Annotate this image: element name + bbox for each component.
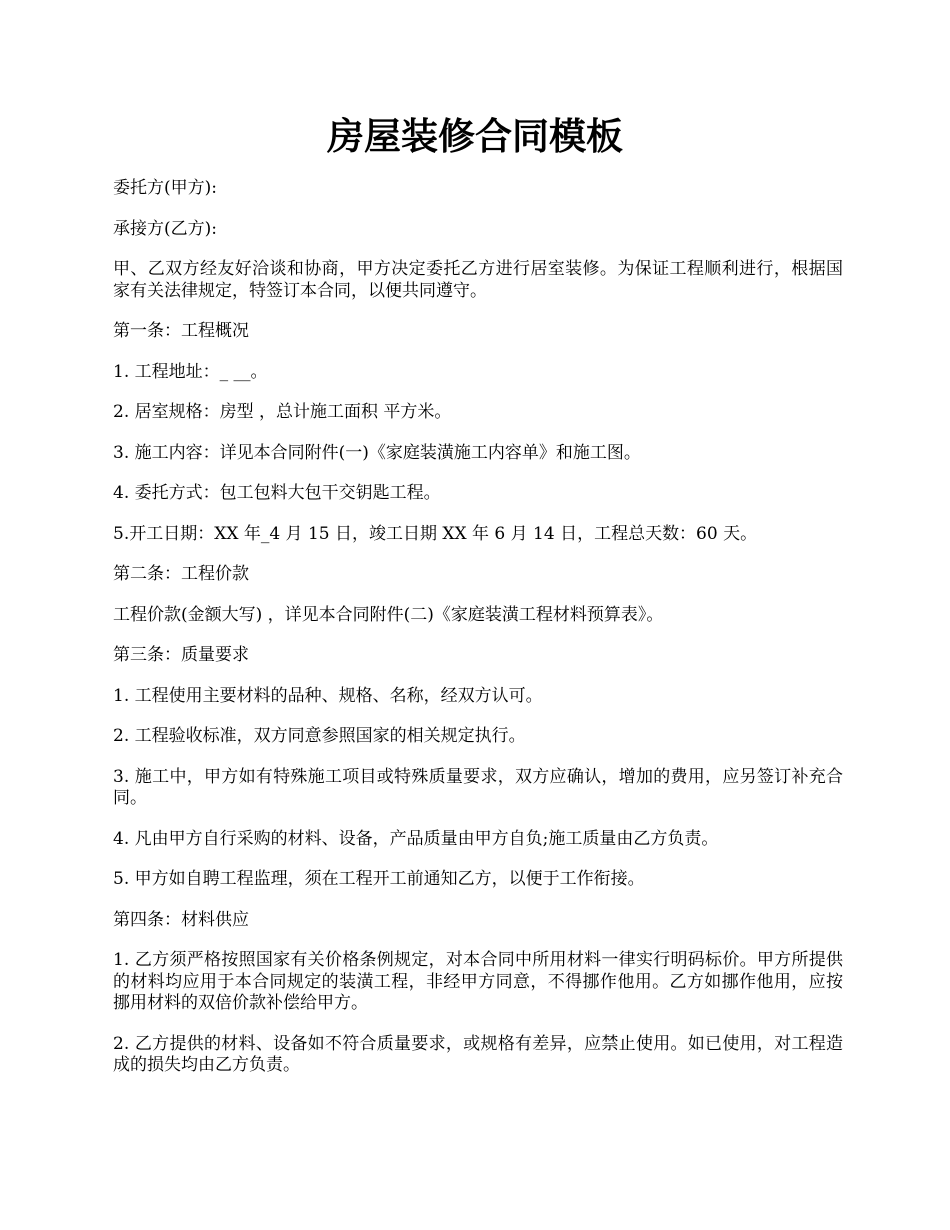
preamble-paragraph: 甲、乙双方经友好洽谈和协商，甲方决定委托乙方进行居室装修。为保证工程顺利进行，根据国家有关法律规定，特签订本合同，以便共同遵守。 [113, 259, 843, 301]
article-1-item-4: 4. 委托方式：包工包料大包干交钥匙工程。 [113, 483, 441, 503]
article-1-item-5: 5.开工日期：XX 年_4 月 15 日，竣工日期 XX 年 6 月 14 日，工程总天数：60 天。 [113, 523, 758, 544]
article-1-item-3: 3. 施工内容：详见本合同附件(一)《家庭装潢施工内容单》和施工图。 [113, 442, 641, 463]
article-4-item-1: 1. 乙方须严格按照国家有关价格条例规定，对本合同中所用材料一律实行明码标价。甲方所提供的材料均应用于本合同规定的装潢工程，非经甲方同意，不得挪作他用。乙方如挪作他用，应按挪用材料的双倍价款补偿给甲方。 [113, 950, 843, 1013]
article-4-heading: 第四条：材料供应 [113, 909, 249, 930]
article-3-item-3: 3. 施工中，甲方如有特殊施工项目或特殊质量要求，双方应确认，增加的费用，应另签订补充合同。 [113, 766, 843, 808]
party-a-line: 委托方(甲方): [113, 178, 217, 198]
article-3-item-2: 2. 工程验收标准，双方同意参照国家的相关规定执行。 [113, 726, 526, 746]
party-b-line: 承接方(乙方): [113, 218, 217, 239]
article-4-item-2: 2. 乙方提供的材料、设备如不符合质量要求，或规格有差异，应禁止使用。如已使用，对工程造成的损失均由乙方负责。 [113, 1033, 843, 1075]
article-3-item-5: 5. 甲方如自聘工程监理，须在工程开工前通知乙方，以便于工作衔接。 [113, 869, 645, 889]
article-3-item-1: 1. 工程使用主要材料的品种、规格、名称，经双方认可。 [113, 685, 543, 706]
article-2-heading: 第二条：工程价款 [113, 564, 249, 584]
document-title: 房屋装修合同模板 [327, 114, 623, 158]
article-1-item-2: 2. 居室规格：房型 ，总计施工面积 平方米。 [113, 402, 452, 422]
article-3-item-4: 4. 凡由甲方自行采购的材料、设备，产品质量由甲方自负;施工质量由乙方负责。 [113, 828, 719, 849]
document-body [113, 178, 843, 1096]
article-1-item-1: 1. 工程地址：_ __。 [113, 361, 268, 382]
article-1-heading: 第一条：工程概况 [113, 321, 249, 341]
article-2-paragraph: 工程价款(金额大写) ，详见本合同附件(二)《家庭装潢工程材料预算表》。 [113, 604, 664, 625]
article-3-heading: 第三条：质量要求 [113, 645, 249, 665]
